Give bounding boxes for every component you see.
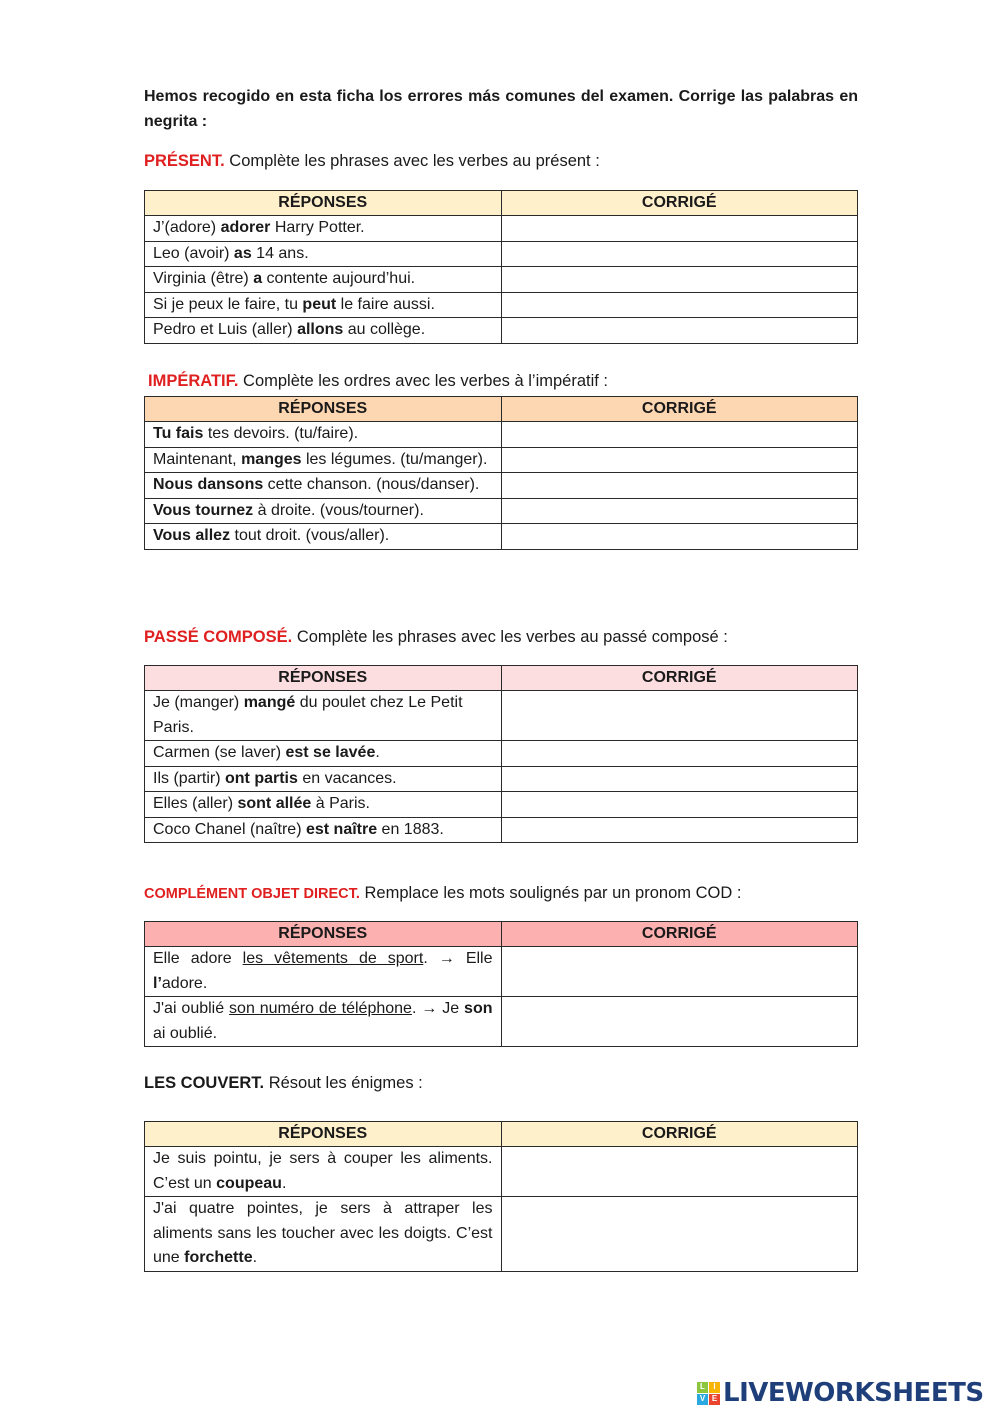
header-corrected: CORRIGÉ	[501, 397, 858, 422]
sentence-text: du poulet chez Le Petit Paris.	[153, 694, 463, 736]
header-responses: RÉPONSES	[145, 191, 502, 216]
section-imperatif-title	[148, 370, 608, 392]
corrected-answer-cell[interactable]	[501, 817, 858, 843]
liveworksheets-logo[interactable]	[697, 1379, 984, 1407]
sentence-text: tout droit. (vous/aller).	[230, 527, 390, 544]
section-instruction: Remplace les mots soulignés par un pronom COD :	[359, 884, 742, 902]
header-corrected: CORRIGÉ	[501, 666, 858, 691]
response-cell	[145, 241, 502, 267]
error-word: sont allée	[237, 795, 312, 812]
header-corrected: CORRIGÉ	[501, 922, 858, 947]
underlined-phrase: son numéro de téléphone	[229, 1000, 412, 1017]
header-responses: RÉPONSES	[145, 1122, 502, 1147]
corrected-answer-cell[interactable]	[501, 524, 858, 550]
sentence-text: . → Elle	[423, 950, 493, 967]
response-cell	[145, 997, 502, 1047]
table-row	[145, 292, 858, 318]
error-word: peut	[302, 295, 337, 313]
table-row	[145, 766, 858, 792]
table-row	[145, 1197, 858, 1272]
error-word: as	[233, 244, 252, 262]
sentence-text: en vacances.	[297, 769, 397, 787]
error-word: coupeau	[216, 1174, 282, 1192]
table-row	[145, 817, 858, 843]
error-word: est naître	[305, 820, 378, 838]
cod-table	[144, 921, 858, 1047]
sentence-text: Si je peux le faire, tu	[153, 295, 303, 313]
sentence-text: J'ai quatre pointes, je sers à attraper les aliments sans les toucher avec les doigts. C’est une	[153, 1200, 493, 1266]
sentence-text: les légumes. (tu/manger).	[301, 450, 488, 468]
passe-compose-table	[144, 665, 858, 843]
response-cell	[145, 498, 502, 524]
response-cell	[145, 817, 502, 843]
section-instruction: Complète les ordres avec les verbes à l’impératif :	[238, 372, 609, 390]
table-row	[145, 947, 858, 997]
corrected-answer-cell[interactable]	[501, 473, 858, 499]
response-cell	[145, 792, 502, 818]
sentence-text: tes devoirs. (tu/faire).	[203, 425, 359, 442]
corrected-answer-cell[interactable]	[501, 691, 858, 741]
response-cell	[145, 691, 502, 741]
corrected-answer-cell[interactable]	[501, 422, 858, 448]
error-word: allons	[297, 321, 344, 338]
sentence-text: ai oublié.	[153, 1024, 218, 1042]
corrected-answer-cell[interactable]	[501, 792, 858, 818]
sentence-text: contente aujourd’hui.	[262, 270, 416, 287]
corrected-answer-cell[interactable]	[501, 447, 858, 473]
worksheet-page	[144, 84, 858, 1266]
sentence-text: le faire aussi.	[336, 295, 435, 313]
corrected-answer-cell[interactable]	[501, 267, 858, 293]
section-keyword: IMPÉRATIF.	[148, 372, 239, 390]
header-responses: RÉPONSES	[145, 922, 502, 947]
table-row	[145, 216, 858, 242]
sentence-text: en 1883.	[377, 820, 444, 838]
header-responses: RÉPONSES	[145, 397, 502, 422]
sentence-text: à Paris.	[311, 795, 370, 812]
section-cod-title	[144, 882, 741, 905]
logo-letter: V	[697, 1394, 708, 1405]
corrected-answer-cell[interactable]	[501, 318, 858, 344]
response-cell	[145, 473, 502, 499]
sentence-text: Coco Chanel (naître)	[153, 820, 306, 838]
corrected-answer-cell[interactable]	[501, 292, 858, 318]
table-row	[145, 241, 858, 267]
error-word: adorer	[220, 219, 271, 236]
sentence-text: Virginia (être)	[153, 270, 254, 287]
table-row	[145, 997, 858, 1047]
logo-letter: I	[709, 1382, 720, 1393]
response-cell	[145, 292, 502, 318]
sentence-text: Je suis pointu, je sers à couper les aliments. C’est un	[153, 1150, 493, 1192]
table-row	[145, 1147, 858, 1197]
response-cell	[145, 524, 502, 550]
section-couvert-title	[144, 1072, 423, 1094]
response-cell	[145, 1147, 502, 1197]
logo-letter: E	[709, 1394, 720, 1405]
error-word: Tu fais	[153, 425, 204, 442]
sentence-text: Leo (avoir)	[153, 244, 234, 262]
corrected-answer-cell[interactable]	[501, 216, 858, 242]
error-word: Vous tournez	[153, 501, 254, 519]
table-row	[145, 447, 858, 473]
header-responses: RÉPONSES	[145, 666, 502, 691]
section-keyword: LES COUVERT.	[144, 1074, 265, 1092]
corrected-answer-cell[interactable]	[501, 997, 858, 1047]
sentence-text: 14 ans.	[251, 244, 309, 262]
header-corrected: CORRIGÉ	[501, 191, 858, 216]
sentence-text: Elle adore	[153, 950, 243, 967]
table-row	[145, 422, 858, 448]
sentence-text: . → Je	[411, 1000, 465, 1017]
table-row	[145, 267, 858, 293]
couvert-table	[144, 1121, 858, 1272]
error-word: son	[464, 1000, 493, 1017]
sentence-text: .	[252, 1249, 258, 1266]
sentence-text: J’(adore)	[153, 219, 221, 236]
error-word: a	[253, 270, 263, 287]
sentence-text: au collège.	[343, 321, 426, 338]
table-row	[145, 691, 858, 741]
response-cell	[145, 741, 502, 767]
corrected-answer-cell[interactable]	[501, 1147, 858, 1197]
error-word: ont partis	[225, 769, 298, 787]
sentence-text: Elles (aller)	[153, 795, 238, 812]
error-word: l’	[153, 974, 162, 992]
error-word: est se lavée	[285, 744, 376, 761]
present-table	[144, 190, 858, 344]
sentence-text: Carmen (se laver)	[153, 744, 286, 761]
response-cell	[145, 216, 502, 242]
error-word: mangé	[243, 694, 296, 711]
corrected-answer-cell[interactable]	[501, 1197, 858, 1272]
sentence-text: Je (manger)	[153, 694, 244, 711]
error-word: forchette	[184, 1249, 253, 1266]
sentence-text: cette chanson. (nous/danser).	[263, 476, 480, 493]
response-cell	[145, 267, 502, 293]
response-cell	[145, 318, 502, 344]
corrected-answer-cell[interactable]	[501, 498, 858, 524]
sentence-text: J'ai oublié	[153, 1000, 230, 1017]
intro-instructions: Hemos recogido en esta ficha los errores más comunes del examen. Corrige las palabras en negrita :	[144, 88, 858, 130]
underlined-phrase: les vêtements de sport	[242, 950, 424, 967]
corrected-answer-cell[interactable]	[501, 741, 858, 767]
table-row	[145, 498, 858, 524]
table-row	[145, 524, 858, 550]
response-cell	[145, 1197, 502, 1272]
table-row	[145, 473, 858, 499]
sentence-text: .	[281, 1174, 287, 1192]
section-passe-compose-title	[144, 626, 728, 648]
section-keyword: PRÉSENT.	[144, 152, 225, 170]
sentence-text: Ils (partir)	[153, 769, 225, 787]
table-row	[145, 792, 858, 818]
live-grid-icon	[697, 1382, 720, 1405]
sentence-text: Pedro et Luis (aller)	[153, 321, 298, 338]
sentence-text: Harry Potter.	[270, 219, 365, 236]
sentence-text: à droite. (vous/tourner).	[253, 501, 424, 519]
sentence-text: adore.	[161, 974, 208, 992]
error-word: Vous allez	[153, 527, 231, 544]
logo-text: LIVEWORKSHEETS	[723, 1378, 984, 1408]
response-cell	[145, 947, 502, 997]
section-instruction: Complète les phrases avec les verbes au présent :	[224, 152, 600, 170]
sentence-text: .	[375, 744, 380, 761]
sentence-text: Maintenant,	[153, 450, 242, 468]
table-row	[145, 741, 858, 767]
error-word: manges	[241, 450, 302, 468]
logo-letter: L	[697, 1382, 708, 1393]
error-word: Nous dansons	[153, 476, 264, 493]
response-cell	[145, 422, 502, 448]
response-cell	[145, 766, 502, 792]
section-keyword: COMPLÉMENT OBJET DIRECT.	[144, 886, 360, 902]
header-corrected: CORRIGÉ	[501, 1122, 858, 1147]
section-keyword: PASSÉ COMPOSÉ.	[144, 628, 293, 646]
response-cell	[145, 447, 502, 473]
section-instruction: Résout les énigmes :	[264, 1074, 423, 1092]
corrected-answer-cell[interactable]	[501, 766, 858, 792]
table-row	[145, 318, 858, 344]
section-instruction: Complète les phrases avec les verbes au passé composé :	[292, 628, 728, 646]
corrected-answer-cell[interactable]	[501, 947, 858, 997]
imperatif-table	[144, 396, 858, 550]
section-present-title	[144, 150, 600, 172]
corrected-answer-cell[interactable]	[501, 241, 858, 267]
